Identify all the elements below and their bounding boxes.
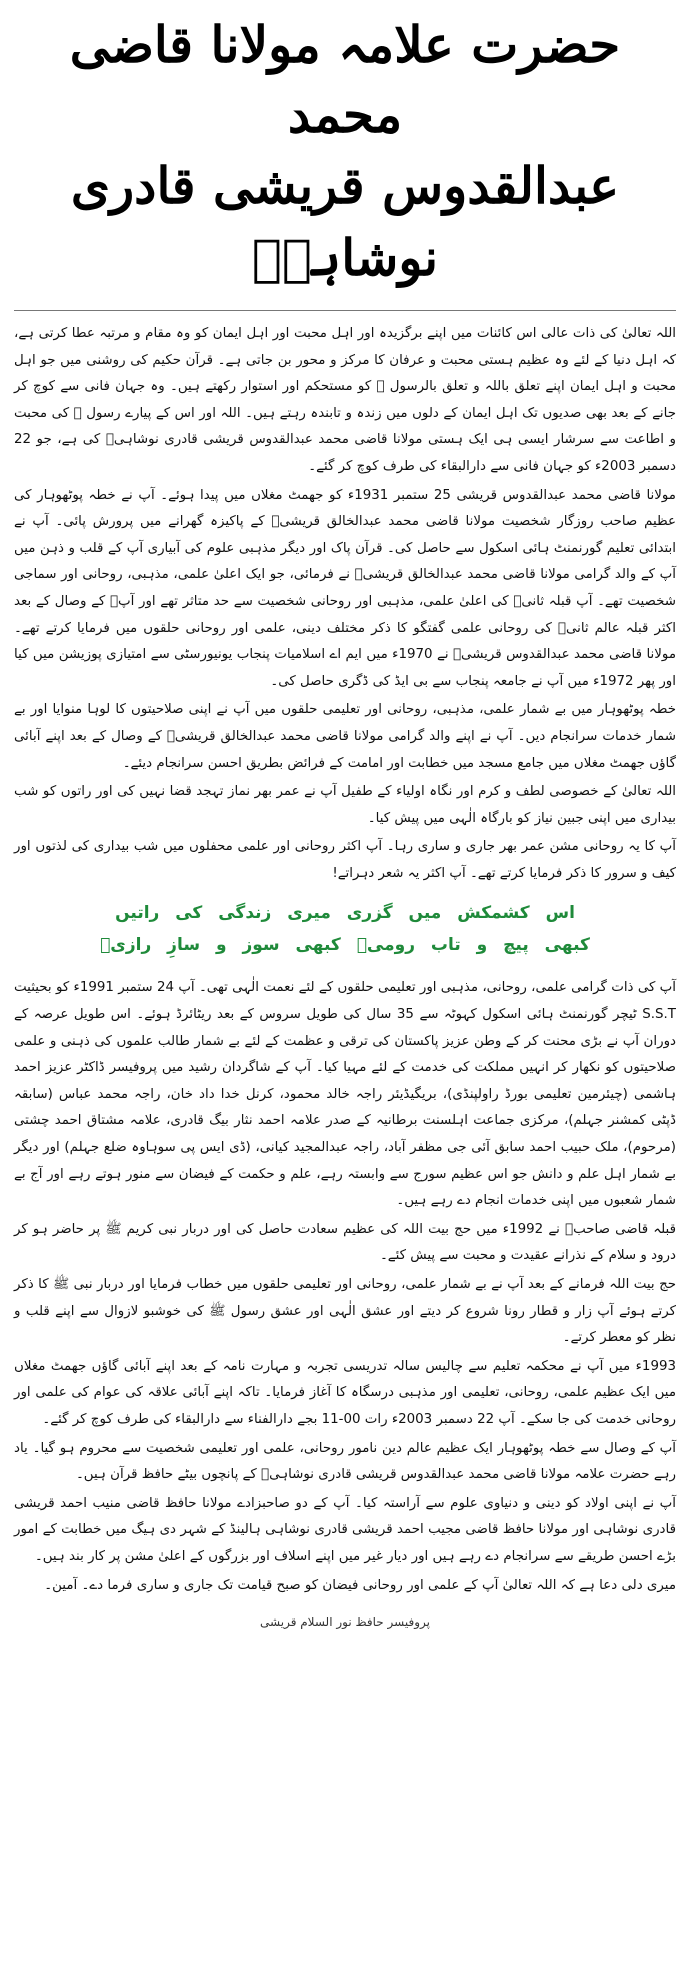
- paragraph: حج بیت اللہ فرمانے کے بعد آپ نے بے شمار علمی، روحانی اور تعلیمی حلقوں میں خطاب فرمایا اور دربار نبی ﷺ کا ذکر کرتے ہوئے آپ زار و قطار رونا شروع کر دیتے اور عشق الٰہی اور عشق رسول ﷺ کی خوشبو لازوال سے اپنے قلب و نظر کو معطر کرتے۔: [14, 1277, 676, 1346]
- paragraph: مولانا قاضی محمد عبدالقدوس قریشی 25 ستمبر 1931ء کو جھمٹ مغلاں میں پیدا ہوئے۔ آپ نے خطہ پوٹھوہار کی عظیم صاحب روزگار شخصیت مولانا قاضی محمد عبدالخالق قریشیؒ کے پاکیزہ گھرانے میں پرورش پائی۔ آپ نے ابتدائی تعلیم گورنمنٹ ہائی اسکول سے حاصل کی۔ قرآن پاک اور دیگر مذہبی علوم کی آبیاری آپ کے قلب و ذہن میں آپ کے والد گرامی مولانا قاضی محمد عبدالخالق قریشیؒ نے فرمائی، جو ایک اعلیٰ علمی، مذہبی، روحانی اور سماجی شخصیت تھے۔ آپ قبلہ ثانیؒ کی اعلیٰ علمی، مذہبی اور روحانی شخصیت سے حد متاثر تھے اور آپؒ کے وصال کے بعد اکثر قبلہ عالم ثانیؒ کی روحانی علمی گفتگو کا ذکر مختلف دینی، علمی اور روحانی حلقوں میں فرمایا کرتے تھے۔ مولانا قاضی محمد عبدالقدوس قریشیؒ نے 1970ء میں ایم اے اسلامیات پنجاب یونیورسٹی سے امتیازی پوزیشن میں کیا اور پھر 1972ء میں آپ نے جامعہ پنجاب سے بی ایڈ کی ڈگری حاصل کی۔: [14, 487, 676, 689]
- paragraph: خطہ پوٹھوہار میں بے شمار علمی، مذہبی، روحانی اور تعلیمی حلقوں میں آپ نے اپنی صلاحیتوں کا لوہا منوایا اور بے شمار خدمات سرانجام دیں۔ آپ نے اپنے والد گرامی مولانا قاضی محمد عبدالخالق قریشیؒ کے وصال کے بعد اپنے آبائی گاؤں جھمٹ مغلاں میں جامع مسجد میں خطابت اور امامت کے فرائض بطریق احسن سرانجام دیئے۔: [14, 702, 676, 771]
- paragraph: آپ کا یہ روحانی مشن عمر بھر جاری و ساری رہا۔ آپ اکثر روحانی اور علمی محفلوں میں شب بیداری کی لذتوں اور کیف و سرور کا ذکر فرمایا کرتے تھے۔ آپ اکثر یہ شعر دہراتے!: [14, 839, 676, 881]
- author-signature: پروفیسر حافظ نور السلام قریشی: [260, 1615, 430, 1630]
- paragraph: 1993ء میں آپ نے محکمہ تعلیم سے چالیس سالہ تدریسی تجربہ و مہارت نامہ کے بعد اپنے آبائی گاؤں جھمٹ مغلاں میں ایک عظیم علمی، روحانی، تعلیمی اور مذہبی درسگاہ کا آغاز فرمایا۔ تاکہ اپنے آبائی علاقہ کی عوام کی علمی اور روحانی خدمت کی جا سکے۔ آپ 22 دسمبر 2003ء رات 00-11 بجے دارالفناء سے دارالبقاء کی طرف کوچ کر گئے۔: [14, 1358, 676, 1427]
- divider: [14, 310, 676, 311]
- paragraph: آپ کے وصال سے خطہ پوٹھوہار ایک عظیم عالم دین نامور روحانی، علمی اور تعلیمی شخصیت سے محروم ہو گیا۔ یاد رہے حضرت علامہ مولانا قاضی محمد عبدالقدوس قریشی قادری نوشاہیؒ کے پانچوں بیٹے حافظ قرآن ہیں۔: [14, 1440, 676, 1483]
- paragraph: اللہ تعالیٰ کے خصوصی لطف و کرم اور نگاہ اولیاء کے طفیل آپ نے عمر بھر نماز تہجد قضا نہیں کی اور راتوں کو شب بیداری میں اپنی جبین نیاز کو بارگاہ الٰہی میں پیش کیا۔: [14, 784, 676, 826]
- paragraph: آپ نے اپنی اولاد کو دینی و دنیاوی علوم سے آراستہ کیا۔ آپ کے دو صاحبزادے مولانا حافظ قاضی منیب احمد قریشی قادری نوشاہی اور مولانا حافظ قاضی مجیب احمد قریشی قادری نوشاہی ہالینڈ کے شہر دی ہیگ میں خطابت کے امور بڑے احسن طریقے سے سرانجام دے رہے ہیں اور دیار غیر میں اپنے اسلاف اور بزرگوں کے اعلیٰ مشن پر کار بند ہیں۔: [14, 1495, 676, 1564]
- poetry-couplet: [14, 897, 676, 961]
- paragraph: آپ کی ذات گرامی علمی، روحانی، مذہبی اور تعلیمی حلقوں کے لئے نعمت الٰہی تھی۔ آپ 24 ستمبر 1991ء کو بحیثیت S.S.T ٹیچر گورنمنٹ ہائی اسکول کہوٹہ سے 35 سال کی طویل سروس کے بعد ریٹائرڈ ہوئے۔ اس طویل عرصہ کے دوران آپ نے بڑی محنت کر کے وطن عزیز پاکستان کی ترقی و عظمت کے لئے بے شمار طالب علموں کی ذہنی و علمی صلاحیتوں کو نکھار کر انہیں مملکت کی خدمت کے لئے مہیا کیا۔ آپ کے شاگردان رشید میں پروفیسر ڈاکٹر عزیز احمد ہاشمی (چیئرمین تعلیمی بورڈ راولپنڈی)، بریگیڈیئر راجہ خالد محمود، کرنل خدا داد خان، راجہ محمد عباس (سابقہ ڈپٹی کمشنر جہلم)، مرکزی جماعت اہلسنت برطانیہ کے صدر علامہ احمد نثار بیگ قادری، علامہ مشتاق احمد چشتی (مرحوم)، ملک حبیب احمد سابق آئی جی مظفر آباد، راجہ عبدالمجید کیانی، (ڈی ایس پی سوہاوہ ضلع جہلم) اور دیگر بے شمار اہل علم و دانش جو اس عظیم سورج سے وابستہ رہے، علم و حکمت کے فیضان سے منور ہوتے رہے اور آج بے شمار شعبوں میں اپنی خدمات انجام دے رہے ہیں۔: [14, 980, 676, 1209]
- couplet-line-1: اس کشمکش میں گزری میری زندگی کی راتیں: [115, 903, 575, 924]
- paragraph: میری دلی دعا ہے کہ اللہ تعالیٰ آپ کے علمی اور روحانی فیضان کو صبح قیامت تک جاری و ساری فرما دے۔ آمین۔: [44, 1577, 676, 1593]
- couplet-line-2: کبھی پیچ و تاب رومیؒ کبھی سوز و سازِ رازیؒ: [100, 935, 590, 956]
- headline-line-2: عبدالقدوس قریشی قادری نوشاہیؒ: [70, 156, 620, 287]
- article-headline: [14, 10, 676, 294]
- paragraph: اللہ تعالیٰ کی ذات عالی اس کائنات میں اپنے برگزیدہ اور اہل محبت اور اہل ایمان کو وہ مقام و مرتبہ عطا کرتی ہے، کہ اہل دنیا کے لئے وہ عظیم ہستی محبت و عرفان کا مرکز و محور بن جاتی ہے۔ قرآن حکیم کی روشنی میں جو اہل محبت و اہل ایمان اپنے تعلق باللہ و تعلق بالرسول ﷺ کو مستحکم اور استوار رکھتے ہیں۔ وہ جہان فانی سے کوچ کر جانے کے بعد بھی صدیوں تک اہل ایمان کے دلوں میں زندہ و تابندہ رہتے ہیں۔ اللہ اور اس کے پیارے رسول ﷺ کی محبت و اطاعت سے سرشار ایسی ہی ایک ہستی مولانا قاضی محمد عبدالقدوس قریشی قادری نوشاہیؒ کی ہے، جو 22 دسمبر 2003ء کو جہان فانی سے دارالبقاء کی طرف کوچ کر گئے۔: [14, 326, 676, 474]
- article-body: [14, 321, 676, 1599]
- headline-line-1: حضرت علامہ مولانا قاضی محمد: [69, 15, 621, 144]
- paragraph: قبلہ قاضی صاحبؒ نے 1992ء میں حج بیت اللہ کی عظیم سعادت حاصل کی اور دربار نبی کریم ﷺ پر حاضر ہو کر درود و سلام کے نذرانے عقیدت و محبت سے پیش کئے۔: [14, 1221, 676, 1264]
